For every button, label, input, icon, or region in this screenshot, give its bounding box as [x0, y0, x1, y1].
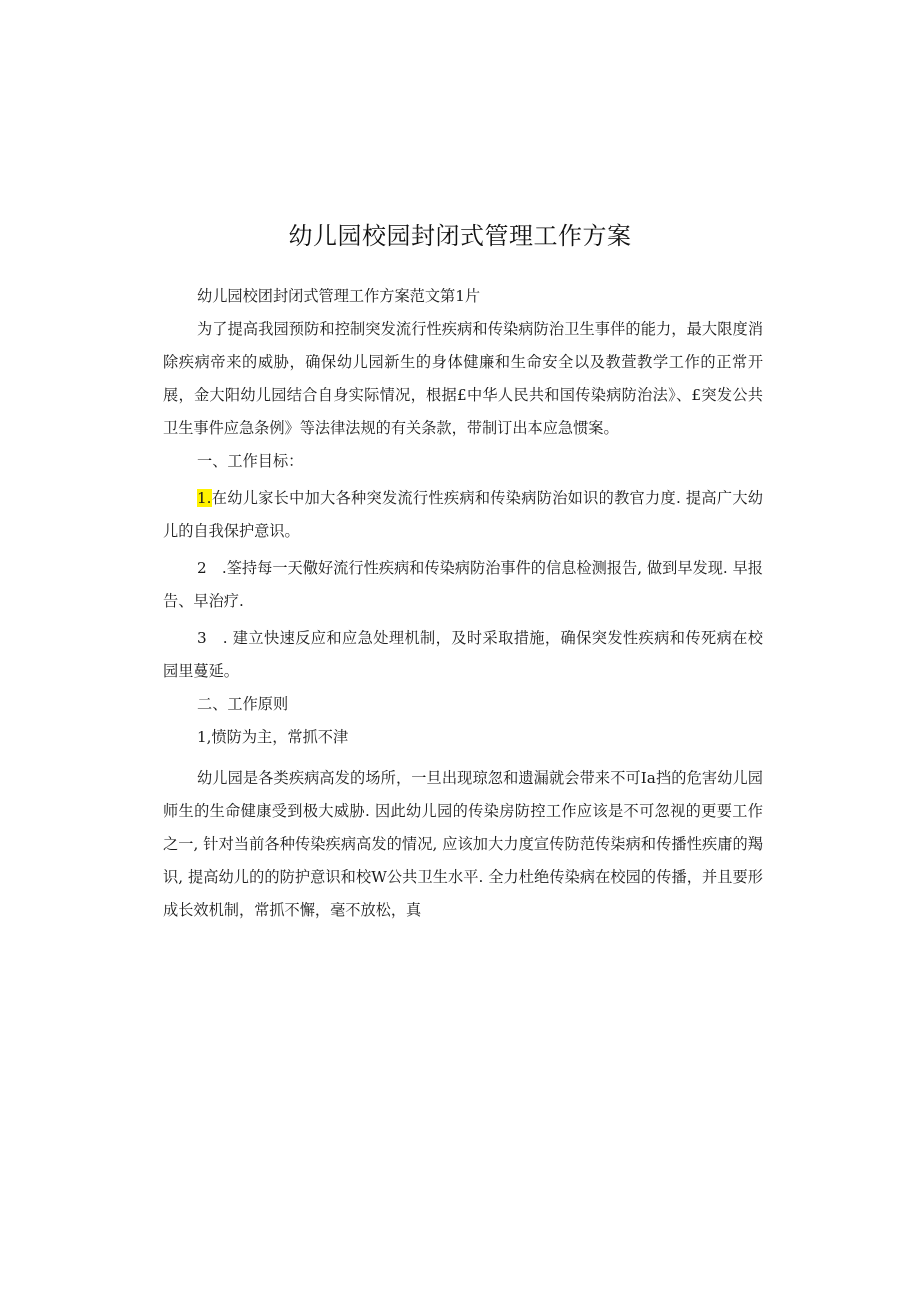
document-body [163, 280, 763, 927]
section2-heading: 二、工作原则 [197, 695, 289, 713]
document-title: 幼儿园校园封闭式管理工作方案 [288, 222, 632, 250]
body-paragraph: 幼儿园是各类疾病高发的场所，一旦出现琼忽和遗漏就会带来不可Ia挡的危害幼儿园师生的生命健康受到极大威胁. 因此幼儿园的传染房防控工作应该是不可忽视的更要工作之一, 针对当前各种传染疾病高发的情况, 应该加大力度宣传防范传柒病和传播性疾庸的羯识, 提高幼儿的的防护意识和校W公共卫生水平. 全力杜绝传染病在校园的传播，并且要形成长效机制，常抓不懈，毫不放松，真 [163, 769, 763, 919]
goal-item-1-text: 在幼儿家长中加大各种突发流行性疾病和传染病防治如识的教官力度. 提高广大幼儿的自我保护意识。 [163, 489, 763, 540]
goal-item-3: 3 . 建立快速反应和应急处理机制，及时采取措施，确保突发性疾病和传死病在校园里蔓延。 [163, 629, 763, 680]
goal-item-1 [163, 482, 763, 548]
highlighted-number: 1. [197, 489, 212, 507]
document-subtitle: 幼儿园校团封闭式管理工作方案范文第1片 [197, 287, 481, 305]
principle-1: 1,愤防为主，常抓不津 [197, 728, 349, 746]
goal-item-2: 2 .筌持每一天儆好流行性疾病和传染病防治事件的信息检测报告, 做到早发现. 早报告、早治疗. [163, 559, 763, 610]
section1-heading: 一、工作目标： [197, 452, 304, 470]
intro-paragraph: 为了提高我园预防和控制突发流行性疾病和传染病防治卫生事伴的能力，最大限度消除疾病帝来的威胁，确保幼儿园新生的身体健廉和生命安全以及教萱教学工作的正常开展，金大阳幼儿园结合自身实际情况，根据£中华人民共和国传染病防治法》、£突发公共卫生事件应急条例》等法律法规的有关条款，带制订出本应急惯案。 [163, 320, 763, 437]
